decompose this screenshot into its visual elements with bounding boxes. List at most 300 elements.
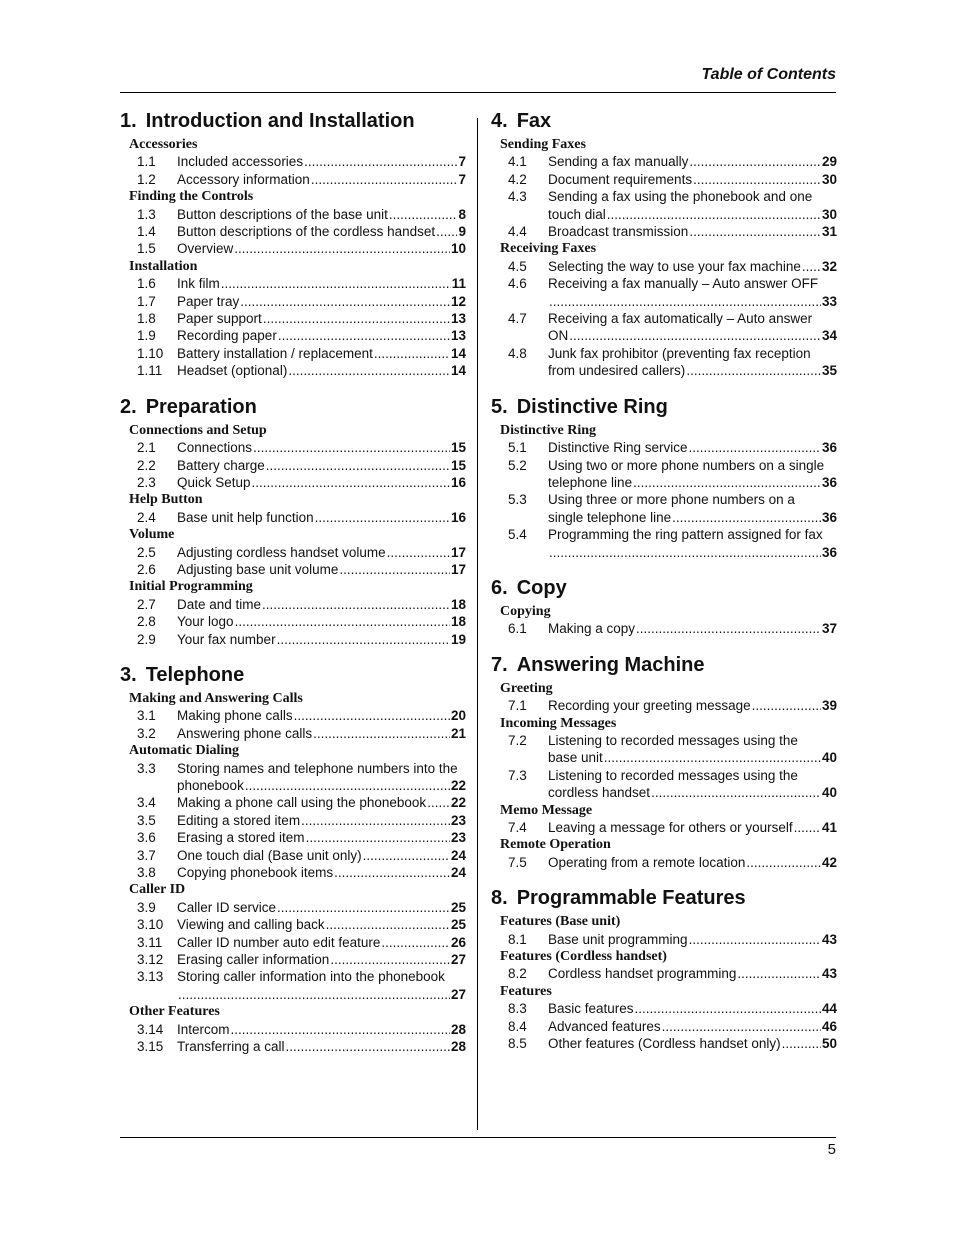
entry-page-number[interactable]: 29 [821,154,837,170]
entry-body [177,847,466,864]
entry-page-number[interactable]: 20 [450,708,466,724]
entry-number: 2.3 [137,474,156,490]
entry-number: 4.2 [508,171,527,187]
header-title: Table of Contents [701,66,836,83]
toc-entry[interactable] [491,345,837,380]
entry-page-number[interactable]: 36 [821,509,837,525]
dot-leader [746,854,821,871]
toc-entry[interactable] [120,223,466,240]
entry-line [177,310,466,327]
toc-entry[interactable] [491,439,837,456]
entry-number: 1.4 [137,224,156,240]
toc-entry[interactable] [120,275,466,292]
entry-line [177,968,466,985]
toc-entry[interactable] [491,697,837,714]
entry-page-number[interactable]: 21 [450,725,466,741]
entry-title: Button descriptions of the cordless handset [177,224,436,240]
toc-section [491,108,837,380]
toc-entry[interactable] [120,153,466,170]
entry-page-number[interactable]: 37 [821,621,837,637]
dot-leader [245,777,450,794]
subsection-heading: Making and Answering Calls [129,690,303,706]
toc-entry[interactable] [120,362,466,379]
entry-title: Other features (Cordless handset only) [548,1036,781,1052]
entry-number: 8.3 [508,1001,527,1017]
entry-page-number[interactable]: 27 [450,952,466,968]
subsection-heading: Caller ID [129,882,186,898]
entry-line [177,171,466,188]
toc-entry[interactable] [491,310,837,345]
entry-page-number[interactable]: 40 [821,785,837,801]
entry-line [177,916,466,933]
toc-entry[interactable] [120,596,466,613]
section-heading [120,662,466,688]
entry-title: Overview [177,241,234,257]
entry-page-number[interactable]: 30 [821,206,837,222]
dot-leader [794,819,821,836]
entry-number: 3.13 [137,969,164,985]
entry-page-number[interactable]: 26 [450,934,466,950]
entry-page-number[interactable]: 32 [821,258,837,274]
dot-leader [387,544,450,561]
entry-body [177,631,466,648]
entry-line [177,1038,466,1055]
entry-line [177,345,466,362]
entry-page-number[interactable]: 40 [821,750,837,766]
entry-line [177,544,466,561]
dot-leader [334,864,450,881]
toc-entry[interactable] [120,561,466,578]
toc-entry[interactable] [491,620,837,637]
dot-leader [689,153,821,170]
toc-entry[interactable] [120,240,466,257]
dot-leader [277,631,450,648]
entry-title: Distinctive Ring service [548,440,688,456]
toc-entry[interactable] [491,1018,837,1035]
toc-section [491,885,837,1052]
entry-number: 5.3 [508,492,527,508]
entry-body [548,310,837,345]
section-heading [491,885,837,911]
entry-body [177,794,466,811]
dot-leader [363,847,450,864]
entry-line [177,613,466,630]
entry-title: Selecting the way to use your fax machine [548,258,801,274]
toc-entry[interactable] [491,491,837,526]
entry-body [548,457,837,492]
entry-number: 3.1 [137,708,156,724]
entry-page-number[interactable]: 36 [821,440,837,456]
entry-line [548,362,837,379]
entry-title: Making a copy [548,621,636,637]
toc-entry[interactable] [120,812,466,829]
toc-entry[interactable] [120,707,466,724]
toc-entry[interactable] [491,767,837,802]
entry-line [177,439,466,456]
entry-line [177,986,466,1003]
entry-page-number[interactable]: 14 [450,363,466,379]
entry-body [548,188,837,223]
toc-entry[interactable] [120,1021,466,1038]
dot-leader [266,457,450,474]
dot-leader [313,725,450,742]
toc-entry[interactable] [120,345,466,362]
entry-line [177,293,466,310]
entry-line [177,847,466,864]
entry-body [177,345,466,362]
entry-body [548,697,837,714]
entry-number: 2.1 [137,440,156,456]
entry-page-number[interactable]: 28 [450,1039,466,1055]
toc-entry[interactable] [491,854,837,871]
entry-body [548,931,837,948]
entry-number: 4.7 [508,311,527,327]
dot-leader [374,345,450,362]
toc-entry[interactable] [491,526,837,561]
entry-line [177,223,466,240]
entry-page-number[interactable]: 34 [821,328,837,344]
entry-title: Leaving a message for others or yourself [548,820,793,835]
entry-page-number[interactable]: 46 [821,1018,837,1034]
entry-page-number[interactable]: 39 [821,698,837,714]
toc-entry[interactable] [491,1035,837,1052]
entry-number: 1.9 [137,328,156,344]
toc-entry[interactable] [120,934,466,951]
entry-page-number[interactable]: 18 [450,596,466,612]
toc-entry[interactable] [120,327,466,344]
entry-body [177,310,466,327]
entry-number: 4.5 [508,258,527,274]
entry-body [548,1018,837,1035]
entry-line [548,439,837,456]
toc-entry[interactable] [120,439,466,456]
entry-page-number[interactable]: 19 [450,631,466,647]
entry-page-number[interactable]: 22 [450,795,466,811]
toc-entry[interactable] [120,206,466,223]
entry-page-number[interactable]: 16 [450,509,466,525]
entry-title: Recording your greeting message [548,698,751,714]
toc-entry[interactable] [120,864,466,881]
entry-body [548,526,837,561]
entry-page-number[interactable]: 31 [821,224,837,240]
entry-page-number[interactable]: 25 [450,899,466,915]
toc-entry[interactable] [120,899,466,916]
entry-title: base unit [548,750,603,766]
entry-body [548,620,837,637]
entry-page-number[interactable]: 15 [450,440,466,456]
toc-section [120,108,466,380]
entry-page-number[interactable]: 17 [450,561,466,577]
entry-title: Viewing and calling back [177,917,325,933]
entry-number: 4.3 [508,189,527,205]
dot-leader [752,697,821,714]
entry-body [177,275,466,292]
entry-number: 7.2 [508,732,527,748]
section-heading [491,108,837,134]
dot-leader [427,794,450,811]
subsection-heading: Help Button [129,492,203,508]
toc-entry[interactable] [491,223,837,240]
toc-entry[interactable] [491,258,837,275]
dot-leader [306,829,450,846]
entry-title: Battery installation / replacement [177,345,373,361]
entry-page-number[interactable]: 27 [450,986,466,1002]
entry-line [548,965,837,982]
entry-page-number[interactable]: 7 [458,154,466,170]
entry-page-number[interactable]: 50 [821,1036,837,1052]
dot-leader [326,916,450,933]
entry-number: 1.10 [137,345,164,361]
entry-title: Making phone calls [177,708,293,724]
entry-page-number[interactable]: 11 [451,276,466,292]
entry-line [177,864,466,881]
entry-line [548,188,837,205]
toc-entry[interactable] [120,916,466,933]
dot-leader [178,986,450,1003]
entry-page-number[interactable]: 44 [821,1001,837,1017]
entry-line [548,345,837,362]
dot-leader [689,223,821,240]
entry-page-number[interactable]: 41 [821,820,837,835]
entry-body [177,725,466,742]
dot-leader [549,293,821,310]
toc-entry[interactable] [491,153,837,170]
toc-entry[interactable] [120,310,466,327]
entry-page-number[interactable]: 43 [821,931,837,947]
entry-page-number[interactable]: 23 [450,812,466,828]
entry-title: Listening to recorded messages using the [548,732,798,748]
entry-line [548,819,837,836]
toc-entry[interactable] [120,847,466,864]
entry-body [177,362,466,379]
entry-page-number[interactable]: 9 [458,224,466,240]
entry-page-number[interactable]: 17 [450,544,466,560]
entry-page-number[interactable]: 13 [450,328,466,344]
entry-body [548,439,837,456]
entry-page-number[interactable]: 16 [450,474,466,490]
entry-page-number[interactable]: 25 [450,917,466,933]
entry-number: 7.4 [508,820,527,835]
entry-number: 3.15 [137,1039,164,1055]
entry-page-number[interactable]: 24 [450,847,466,863]
entry-title: single telephone line [548,509,672,525]
entry-title: Headset (optional) [177,363,288,379]
toc-entry[interactable] [120,951,466,968]
subsection-heading: Other Features [129,1004,220,1020]
entry-body [548,854,837,871]
entry-body [177,327,466,344]
entry-body [177,899,466,916]
entry-page-number[interactable]: 33 [821,293,837,309]
entry-page-number[interactable]: 10 [450,241,466,257]
entry-title: Intercom [177,1021,230,1037]
entry-line [548,749,837,766]
entry-body [548,345,837,380]
entry-line [548,327,837,344]
subsection-heading: Initial Programming [129,579,253,595]
entry-title: One touch dial (Base unit only) [177,847,362,863]
toc-section [491,652,837,871]
entry-title: Your fax number [177,631,276,647]
entry-line [548,206,837,223]
toc-entry[interactable] [120,725,466,742]
entry-line [548,784,837,801]
entry-body [177,153,466,170]
toc-entry[interactable] [120,544,466,561]
toc-entry[interactable] [120,794,466,811]
entry-title: Broadcast transmission [548,224,689,240]
entry-title: Document requirements [548,171,693,187]
entry-number: 7.3 [508,767,527,783]
entry-page-number[interactable]: 12 [450,293,466,309]
entry-number: 2.4 [137,509,156,525]
section-number: 1. [120,110,137,132]
entry-page-number[interactable]: 36 [821,474,837,490]
toc-entry[interactable] [491,732,837,767]
subsection-heading: Features (Cordless handset) [500,949,667,965]
subsection-heading: Copying [500,603,551,619]
entry-line [548,258,837,275]
entry-page-number[interactable]: 24 [450,865,466,881]
entry-number: 8.4 [508,1018,527,1034]
dot-leader [651,784,821,801]
dot-leader [693,171,821,188]
entry-title: phonebook [177,778,244,793]
page-number: 5 [827,1141,836,1158]
dot-leader [636,620,821,637]
toc-entry[interactable] [120,171,466,188]
entry-line [177,474,466,491]
entry-body [177,968,466,1003]
entry-page-number[interactable]: 7 [458,171,466,187]
entry-body [177,544,466,561]
entry-body [548,732,837,767]
entry-page-number[interactable]: 42 [821,854,837,870]
entry-number: 5.1 [508,440,527,456]
entry-title: Base unit help function [177,509,314,525]
entry-body [177,457,466,474]
toc-entry[interactable] [491,188,837,223]
toc-entry[interactable] [120,509,466,526]
entry-number: 3.3 [137,760,156,776]
entry-number: 5.2 [508,457,527,473]
entry-title: touch dial [548,206,606,222]
entry-line [548,732,837,749]
entry-number: 1.11 [137,363,163,379]
dot-leader [662,1018,821,1035]
toc-entry[interactable] [491,275,837,310]
toc-entry[interactable] [491,931,837,948]
entry-line [177,707,466,724]
toc-entry[interactable] [491,819,837,836]
entry-body [177,561,466,578]
section-heading [491,394,837,420]
entry-title: Adjusting base unit volume [177,561,339,577]
entry-title: Advanced features [548,1018,661,1034]
entry-line [177,777,466,794]
entry-page-number[interactable]: 28 [450,1021,466,1037]
entry-body [177,474,466,491]
entry-line [548,931,837,948]
entry-page-number[interactable]: 30 [821,171,837,187]
toc-entry[interactable] [120,631,466,648]
entry-page-number[interactable]: 35 [821,363,837,379]
entry-number: 8.2 [508,966,527,982]
entry-page-number[interactable]: 22 [450,778,466,793]
entry-line [177,934,466,951]
entry-title: Using two or more phone numbers on a single [548,457,825,473]
toc-entry[interactable] [120,474,466,491]
entry-title: Caller ID service [177,899,277,915]
entry-title: Base unit programming [548,931,688,947]
toc-entry[interactable] [491,965,837,982]
entry-title: cordless handset [548,785,651,801]
entry-page-number[interactable]: 23 [450,830,466,846]
entry-line [177,899,466,916]
entry-title: telephone line [548,474,633,490]
entry-number: 3.12 [137,952,164,968]
entry-page-number[interactable]: 36 [821,544,837,560]
entry-title: Storing names and telephone numbers into the [177,760,458,776]
toc-entry[interactable] [120,457,466,474]
subsection-heading: Remote Operation [500,837,611,853]
dot-leader [686,362,821,379]
entry-body [548,153,837,170]
entry-title: Battery charge [177,457,265,473]
toc-entry[interactable] [491,457,837,492]
toc-section [120,662,466,1056]
entry-page-number[interactable]: 13 [450,311,466,327]
toc-section [491,575,837,638]
section-number: 7. [491,653,508,676]
section-title: Telephone [145,663,245,686]
entry-page-number[interactable]: 8 [458,206,466,222]
entry-title: Button descriptions of the base unit [177,206,388,222]
toc-entry[interactable] [120,1038,466,1055]
toc-entry[interactable] [120,760,466,795]
toc-entry[interactable] [491,1000,837,1017]
dot-leader [235,613,450,630]
entry-title: Caller ID number auto edit feature [177,934,381,950]
toc-entry[interactable] [491,171,837,188]
entry-page-number[interactable]: 15 [450,457,466,473]
entry-line [177,725,466,742]
toc-entry[interactable] [120,293,466,310]
dot-leader [294,707,450,724]
dot-leader [311,171,458,188]
entry-body [548,965,837,982]
entry-title: Erasing a stored item [177,830,305,846]
entry-number: 2.6 [137,561,156,577]
entry-page-number[interactable]: 43 [821,966,837,982]
entry-page-number[interactable]: 18 [450,614,466,630]
entry-line [177,596,466,613]
dot-leader [782,1035,821,1052]
entry-title: Sending a fax using the phonebook and one [548,189,813,205]
entry-line [548,544,837,561]
subsection-heading: Memo Message [500,802,593,818]
entry-body [548,171,837,188]
toc-entry[interactable] [120,968,466,1003]
entry-body [548,767,837,802]
footer-rule [120,1137,836,1138]
entry-body [177,509,466,526]
entry-title: Basic features [548,1001,634,1017]
toc-entry[interactable] [120,829,466,846]
toc-entry[interactable] [120,613,466,630]
entry-page-number[interactable]: 14 [450,345,466,361]
entry-title: Cordless handset programming [548,966,737,982]
